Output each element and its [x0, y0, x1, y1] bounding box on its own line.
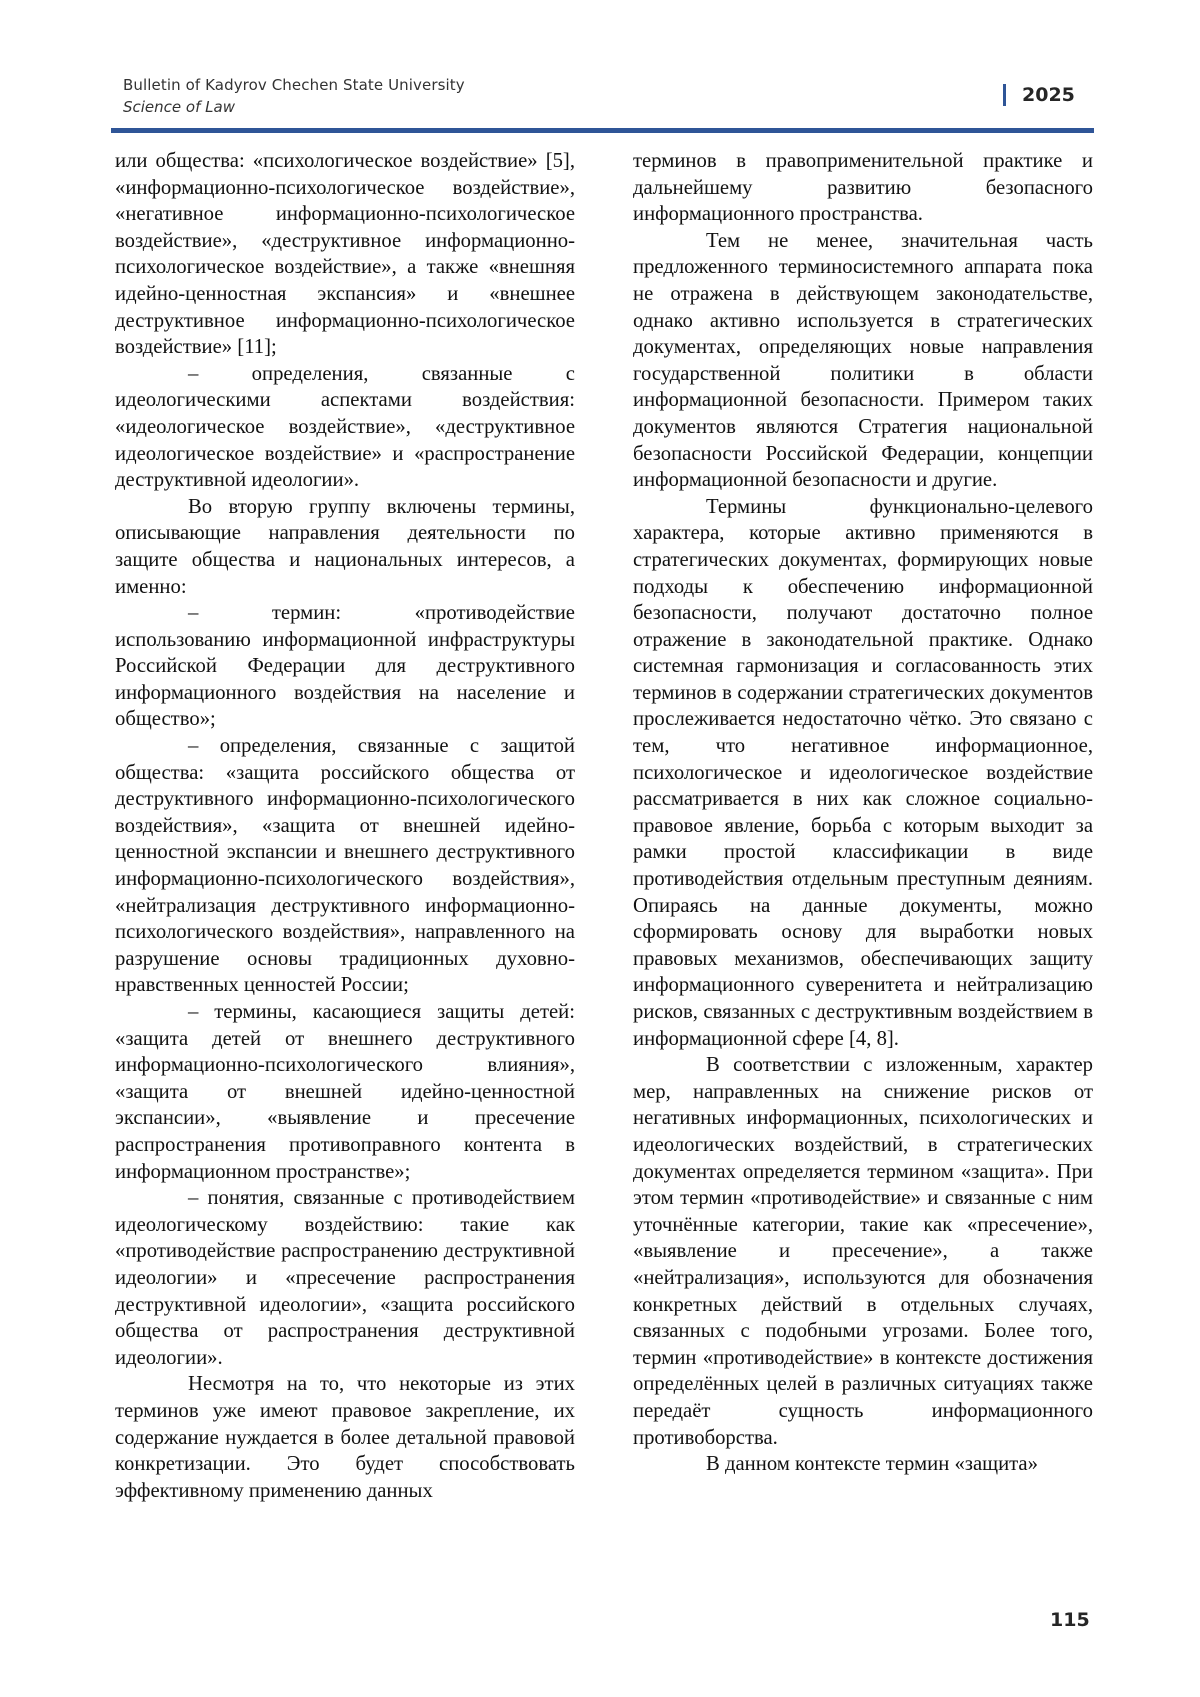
header-separator [1003, 84, 1006, 106]
right-column [633, 148, 1093, 1478]
left-column [115, 148, 575, 1504]
paragraph: – термины, касающиеся защиты детей: «защита детей от внешнего деструктивного информационно-психологического влияния», «защита от внешней идейно-ценностной экспансии», «выявление и пресечение распространения противоправного контента в информационном пространстве»; [115, 999, 575, 1185]
paragraph: – понятия, связанные с противодействием идеологическому воздействию: такие как «противодействие распространению деструктивной идеологии» и «пресечение распространения деструктивной идеологии», «защита российского общества от распространения деструктивной идеологии». [115, 1185, 575, 1371]
paragraph: Во вторую группу включены термины, описывающие направления деятельности по защите общества и национальных интересов, а именно: [115, 494, 575, 600]
paragraph: терминов в правоприменительной практике и дальнейшему развитию безопасного информационного пространства. [633, 148, 1093, 228]
header-rule [111, 128, 1094, 133]
paragraph: Термины функционально-целевого характера, которые активно применяются в стратегических документах, формирующих новые подходы к обеспечению информационной безопасности, получают достаточно полное отражение в законодательной практике. Однако системная гармонизация и согласованность этих терминов в содержании стратегических документов прослеживается недостаточно чётко. Это связано с тем, что негативное информационное, психологическое и идеологическое воздействие рассматривается в них как сложное социально-правовое явление, борьба с которым выходит за рамки простой классификации в виде противодействия отдельным преступным деяниям. Опираясь на данные документы, можно сформировать основу для выработки новых правовых механизмов, обеспечивающих защиту информационного суверенитета и нейтрализацию рисков, связанных с деструктивным воздействием в информационной сфере [4, 8]. [633, 494, 1093, 1052]
paragraph: В данном контексте термин «защита» [633, 1451, 1093, 1478]
paragraph: – определения, связанные с защитой общества: «защита российского общества от деструктивного информационно-психологического воздействия», «защита от внешней идейно-ценностной экспансии и внешнего деструктивного информационно-психологического воздействия», «нейтрализация деструктивного информационно-психологического воздействия», направленного на разрушение основы традиционных духовно-нравственных ценностей России; [115, 733, 575, 999]
page-number: 115 [1050, 1607, 1090, 1633]
journal-title: Bulletin of Kadyrov Chechen State University [123, 74, 465, 96]
journal-section: Science of Law [123, 96, 235, 118]
paragraph: или общества: «психологическое воздействие» [5], «информационно-психологическое воздействие», «негативное информационно-психологическое воздействие», «деструктивное информационно-психологическое воздействие», а также «внешняя идейно-ценностная экспансия» и «внешнее деструктивное информационно-психологическое воздействие» [11]; [115, 148, 575, 361]
paragraph: Тем не менее, значительная часть предложенного терминосистемного аппарата пока не отражена в действующем законодательстве, однако активно используется в стратегических документах, определяющих новые направления государственной политики в области информационной безопасности. Примером таких документов являются Стратегия национальной безопасности Российской Федерации, концепции информационной безопасности и другие. [633, 228, 1093, 494]
paragraph: Несмотря на то, что некоторые из этих терминов уже имеют правовое закрепление, их содержание нуждается в более детальной правовой конкретизации. Это будет способствовать эффективному применению данных [115, 1371, 575, 1504]
paragraph: – термин: «противодействие использованию информационной инфраструктуры Российской Федерации для деструктивного информационного воздействия на население и общество»; [115, 600, 575, 733]
paragraph: – определения, связанные с идеологическими аспектами воздействия: «идеологическое воздействие», «деструктивное идеологическое воздействие» и «распространение деструктивной идеологии». [115, 361, 575, 494]
issue-year: 2025 [1022, 82, 1075, 108]
paragraph: В соответствии с изложенным, характер мер, направленных на снижение рисков от негативных информационных, психологических и идеологических воздействий, в стратегических документах определяется термином «защита». При этом термин «противодействие» и связанные с ним уточнённые категории, такие как «пресечение», «выявление и пресечение», а также «нейтрализация», используются для обозначения конкретных действий в отдельных случаях, связанных с подобными угрозами. Более того, термин «противодействие» в контексте достижения определённых целей в различных ситуациях также передаёт сущность информационного противоборства. [633, 1052, 1093, 1451]
journal-page [0, 0, 1200, 1697]
